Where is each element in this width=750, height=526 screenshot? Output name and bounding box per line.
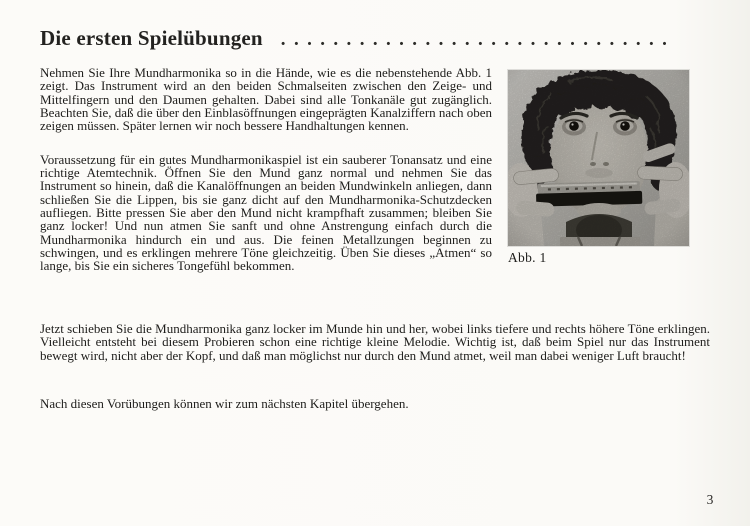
paragraph-3: Jetzt schieben Sie die Mundharmonika ganz locker im Munde hin und her, wobei links tiefere und rechts höhere Töne erklingen. Vielleicht entsteht bei diesem Probieren schon eine richtige kleine Melodie. Wichtig ist, daß beim Spiel nur das Instrument bewegt wird, nicht aber der Kopf, und daß man möglichst nur durch den Mund atmet, weil man dabei weniger Luft braucht! [40,321,710,363]
harmonica-photo [508,70,689,246]
figure-abb-1 [508,70,689,266]
dotted-leader: .............................. [280,29,676,50]
section-title: Die ersten Spielübungen [40,26,263,50]
paragraph-4: Nach diesen Vorübungen können wir zum nächsten Kapitel übergehen. [40,396,409,411]
text-and-figure-area [40,66,690,273]
paragraph-2: Voraussetzung für ein gutes Mundharmonikaspiel ist ein sauberer Tonansatz und eine richtige Atemtechnik. Öffnen Sie den Mund ganz normal und nehmen Sie das Instrument so hinein, daß die Kanalöffnungen an beiden Mundwinkeln anliegen, dann schließen Sie die Lippen, bis sie ganz dicht auf den Mundharmonika-Schutzdecken aufliegen. Bitte pressen Sie aber den Mund nicht krampfhaft zusammen; bleiben Sie ganz locker! Und nun atmen Sie sanft und ohne Anstrengung einfach durch die Mundharmonika hindurch ein und aus. Die feinen Metallzungen beginnen zu schwingen, und es erklingen mehrere Töne gleichzeitig. Üben Sie dieses „Atmen“ so lange, bis Sie ein sicheres Tongefühl bekommen. [40,151,492,274]
page-number: 3 [706,492,714,507]
section-header [40,26,690,51]
paragraph-1: Nehmen Sie Ihre Mundharmonika so in die Hände, wie es die nebenstehende Abb. 1 zeigt. Das Instrument wird an den beiden Schmalseiten zwischen den Zeige- und Mittelfingern und den Daumen gehalten. Dabei sind alle Tonkanäle gut zugänglich. Beachten Sie, daß die über den Einblasöffnungen eingeprägten Kanalziffern nach oben zeigen müssen. Später lernen wir noch bessere Handhaltungen kennen. [40,65,492,134]
figure-caption: Abb. 1 [508,250,547,265]
text-column [40,66,492,273]
